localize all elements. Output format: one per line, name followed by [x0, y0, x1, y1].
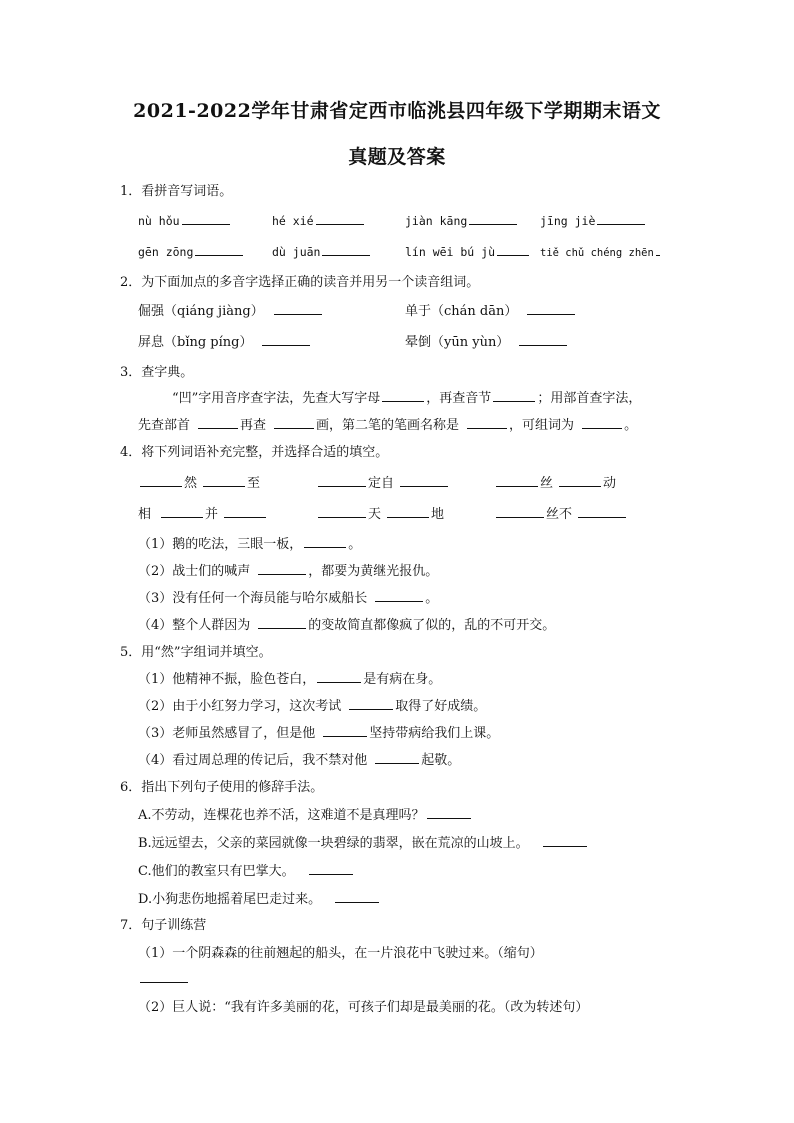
answer-blank[interactable] [258, 562, 306, 575]
q4-word: 然 至 [138, 472, 260, 491]
q4-sentence-2: （2）战士们的喊声 ，都要为黄继光报仇。 [138, 564, 439, 579]
answer-blank[interactable] [161, 505, 203, 518]
q4-word: 天 地 [316, 503, 444, 522]
answer-blank[interactable] [203, 474, 245, 487]
q5-sentence-3: （3）老师虽然感冒了，但是他 坚持带病给我们上课。 [138, 726, 500, 741]
answer-blank[interactable] [527, 302, 575, 315]
answer-blank[interactable] [322, 243, 370, 256]
q7-sentence-2: （2）巨人说：“我有许多美丽的花，可孩子们却是最美丽的花。（改为转述句） [138, 1000, 589, 1015]
q3-paragraph-line1: “凹”字用音序查字法，先查大写字母 ，再查音节 ；用部首查字法， [172, 391, 642, 406]
q6-stem: 6．指出下列句子使用的修辞手法。 [120, 780, 324, 795]
answer-blank[interactable] [182, 212, 230, 225]
answer-blank[interactable] [304, 535, 346, 548]
answer-blank[interactable] [400, 474, 448, 487]
q4-sentence-1: （1）鹅的吃法，三眼一板， 。 [138, 537, 362, 552]
answer-blank[interactable] [543, 834, 587, 847]
q1-item: dù juān [272, 243, 372, 260]
answer-blank[interactable] [318, 474, 366, 487]
q1-item: lín wēi bú jù [405, 243, 531, 260]
answer-blank[interactable] [262, 333, 310, 346]
q7-sentence-1: （1）一个阴森森的往前翘起的船头，在一片浪花中飞驶过来。（缩句） [138, 946, 543, 961]
q7-answer-line-1 [138, 970, 190, 987]
q1-item: jīng jiè [540, 212, 647, 229]
answer-blank[interactable] [597, 212, 645, 225]
q1-item: jiàn kāng [405, 212, 519, 229]
answer-blank[interactable] [519, 333, 567, 346]
answer-blank[interactable] [309, 862, 353, 875]
answer-blank[interactable] [496, 474, 538, 487]
answer-blank[interactable] [469, 212, 517, 225]
q4-sentence-4: （4）整个人群因为 的变故简直都像疯了似的，乱的不可开交。 [138, 618, 556, 633]
answer-blank[interactable] [274, 302, 322, 315]
q3-paragraph-line2: 先查部首 再查 画，第二笔的笔画名称是 ，可组词为 。 [138, 418, 638, 433]
answer-blank[interactable] [497, 243, 529, 256]
answer-blank[interactable] [318, 505, 366, 518]
answer-blank[interactable] [375, 589, 423, 602]
q1-item: nù hǒu [138, 212, 232, 229]
answer-blank[interactable] [140, 474, 182, 487]
q7-stem: 7．句子训练营 [120, 918, 207, 933]
q6-option-c: C.他们的教室只有巴掌大。 [138, 860, 355, 879]
q5-stem: 5．用“然”字组词并填空。 [120, 645, 272, 660]
q4-word: 丝不 [494, 503, 628, 522]
q5-sentence-4: （4）看过周总理的传记后，我不禁对他 起敬。 [138, 753, 461, 768]
q1-stem: 1．看拼音写词语。 [120, 184, 233, 199]
answer-blank[interactable] [493, 389, 535, 402]
q1-item: gēn zōng [138, 243, 245, 260]
q4-sentence-3: （3）没有任何一个海员能与哈尔威船长 。 [138, 591, 439, 606]
q5-sentence-1: （1）他精神不振，脸色苍白， 是有病在身。 [138, 672, 442, 687]
q5-sentence-2: （2）由于小红努力学习，这次考试 取得了好成绩。 [138, 699, 487, 714]
answer-blank[interactable] [317, 670, 361, 683]
answer-blank[interactable] [224, 505, 266, 518]
answer-blank[interactable] [274, 416, 314, 429]
answer-blank[interactable] [582, 416, 622, 429]
answer-blank[interactable] [140, 970, 188, 983]
q6-option-d: D.小狗悲伤地摇着尾巴走过来。 [138, 888, 381, 907]
q3-stem: 3．查字典。 [120, 365, 194, 380]
answer-blank[interactable] [382, 389, 424, 402]
q6-option-a: A.不劳动，连棵花也养不活，这难道不是真理吗？ [138, 804, 473, 823]
answer-blank[interactable] [387, 505, 429, 518]
answer-blank[interactable] [335, 890, 379, 903]
q4-stem: 4．将下列词语补充完整，并选择合适的填空。 [120, 445, 389, 460]
answer-blank[interactable] [349, 697, 393, 710]
answer-blank[interactable] [195, 243, 243, 256]
answer-blank[interactable] [258, 616, 306, 629]
q2-item: 屏息（bǐng píng） [138, 331, 312, 350]
answer-blank[interactable] [427, 806, 471, 819]
answer-blank[interactable] [578, 505, 626, 518]
answer-blank[interactable] [467, 416, 507, 429]
q4-word: 相 并 [138, 503, 268, 522]
answer-blank[interactable] [559, 474, 601, 487]
q2-item: 倔强（qiáng jiàng） [138, 300, 324, 319]
q1-item: tiě chǔ chéng zhēn [540, 243, 662, 260]
answer-blank[interactable] [496, 505, 544, 518]
q1-item: hé xié [272, 212, 366, 229]
answer-blank[interactable] [375, 751, 419, 764]
q6-option-b: B.远远望去，父亲的菜园就像一块碧绿的翡翠，嵌在荒凉的山坡上。 [138, 832, 589, 851]
q2-item: 单于（chán dān） [405, 300, 577, 319]
answer-blank[interactable] [656, 243, 660, 256]
answer-blank[interactable] [316, 212, 364, 225]
q4-word: 丝 动 [494, 472, 616, 491]
q2-item: 晕倒（yūn yùn） [405, 331, 569, 350]
q4-word: 定自 [316, 472, 450, 491]
page-title-line1: 2021-2022学年甘肃省定西市临洮县四年级下学期期末语文 [133, 100, 661, 122]
q2-stem: 2．为下面加点的多音字选择正确的读音并用另一个读音组词。 [120, 275, 480, 290]
answer-blank[interactable] [323, 724, 367, 737]
page-title-line2: 真题及答案 [348, 146, 446, 168]
answer-blank[interactable] [198, 416, 238, 429]
